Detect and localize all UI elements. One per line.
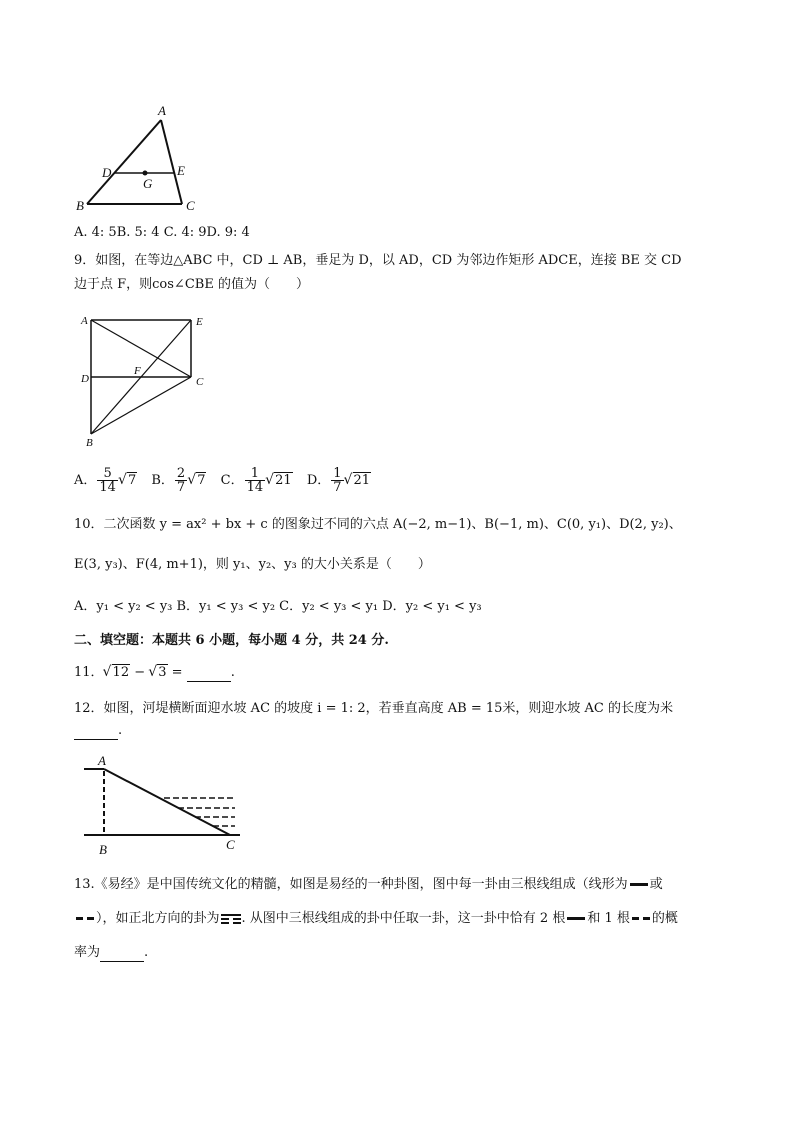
q13-text-line1: 13.《易经》是中国传统文化的精髓，如图是易经的一种卦图，图中每一卦由三根线组成（线形为 或 [74,877,663,892]
q11-text: 11．√ 12 − √ 3 = . [74,664,235,682]
q10-text-line2: E(3, y₃)、F(4, m+1)，则 y₁、y₂、y₃ 的大小关系是（ ） [74,557,431,572]
q11-answer-blank[interactable] [187,667,231,682]
q9-option-a: A． $\frac{5}{14}$ √ 7 [74,467,137,494]
q13-answer-blank[interactable] [100,947,144,962]
q10-text-line1: 10．二次函数 y = ax² + bx + c 的图象过不同的六点 A(−2, m−1)、B(−1, m)、C(0, y₁)、D(2, y₂)、 [74,517,682,532]
solid-line-icon [567,917,585,920]
label-C: C [196,376,204,388]
label-A: A [98,754,106,768]
q8-options: A. 4: 5B. 5: 4 C. 4: 9D. 9: 4 [74,225,250,240]
label-B: B [99,842,107,857]
q9-text-line1: 9．如图，在等边△ABC 中，CD ⊥ AB，垂足为 D，以 AD，CD 为邻边作矩形 ADCE，连接 BE 交 CD [74,253,682,268]
q12-text-line2: . [74,722,122,740]
q9-option-c: C． $\frac{1}{14}$ √ 21 [221,467,293,494]
q13-text-line3: 率为 . [74,945,149,960]
q12-text-line1: 12．如图，河堤横断面迎水坡 AC 的坡度 i = 1: 2，若垂直高度 AB = 15米，则迎水坡 AC 的长度为米 [74,701,674,716]
section-2-heading: 二、填空题：本题共 6 小题，每小题 4 分，共 24 分. [74,633,389,648]
q9-option-d: D． $\frac{1}{7}$ √ 21 [307,467,371,494]
broken-line-icon [632,917,650,920]
label-E: E [196,316,203,328]
label-A: A [158,103,166,118]
label-C: C [186,198,195,213]
solid-line-icon [630,883,648,886]
label-F: F [134,365,141,377]
q9-text-line2: 边于点 F，则cos∠CBE 的值为（ ） [74,277,309,292]
label-G: G [143,176,153,191]
triangle-figure-q8 [70,100,210,216]
q9-option-b: B． $\frac{2}{7}$ √ 7 [151,467,206,494]
embankment-figure-q12 [80,754,250,860]
trigram-north-icon [221,913,241,925]
label-D: D [102,165,112,180]
q9-options [74,467,381,494]
label-B: B [86,437,93,449]
q10-options: A．y₁ < y₂ < y₃ B．y₁ < y₃ < y₂ C．y₂ < y₃ < y₁ D．y₂ < y₁ < y₃ [74,599,482,614]
rectangle-figure-q9 [74,312,224,452]
label-E: E [177,163,185,178]
label-D: D [81,373,89,385]
q12-answer-blank[interactable] [74,725,118,740]
broken-line-icon [76,917,94,920]
label-C: C [226,837,235,852]
q13-text-line2: ），如正北方向的卦为 . 从图中三根线组成的卦中任取一卦，这一卦中恰有 2 根 和 1 根 的概 [74,910,678,928]
label-A: A [81,315,88,327]
label-B: B [76,198,84,213]
